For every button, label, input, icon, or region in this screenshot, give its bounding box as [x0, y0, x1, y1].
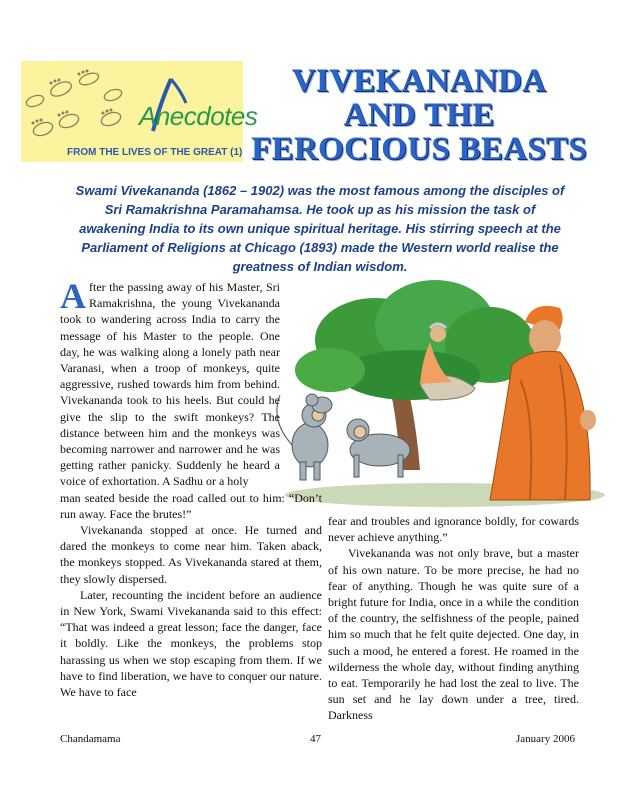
paragraph-1-top: fter the passing away of his Master, Sri Ramakrishna, the young Vivekananda took to wandering across India to carry the message of his Master to the people. One day, he was walking along a lonely path near Varanasi, when a troop of monkeys, quite aggressive, rushed towards him from behind. Vivekananda took to his heels. But could he give the slip to the swift monkeys? The distance between him and the monkeys was becoming narrower and narrower and he was getting rather panicky. Suddenly he heard a voice of exhortation. A Sadhu or a holy [60, 280, 280, 489]
paragraph-2: Vivekananda stopped at once. He turned and dared the monkeys to come near him. Taken aback, the monkeys stopped. As Vivekananda stared at them, they slowly dispersed. [60, 523, 322, 586]
body-column-1 [60, 276, 322, 700]
title-line-2: AND THE [343, 97, 495, 133]
dropcap: A [60, 276, 86, 316]
paragraph-1-end: man seated beside the road called out to him: “Don’t run away. Face the brutes!” [60, 490, 322, 521]
footer-date: January 2006 [516, 733, 575, 745]
paragraph-3: Later, recounting the incident before an audience in New York, Swami Vivekananda said to this effect: “That was indeed a great lesson; face the danger, face it boldly. Like the monkeys, the problems stop harassing us when we stop escaping from them. If we have to find liberation, we have to conquer our nature. We have to face [60, 587, 322, 700]
title-line-1: VIVEKANANDA [291, 63, 547, 99]
logo-word: Anecdotes [139, 101, 258, 131]
anecdotes-logo [21, 61, 258, 162]
illustration [270, 270, 620, 510]
paragraph-1 [60, 276, 322, 490]
paragraph-4: fear and troubles and ignorance boldly, for cowards never achieve anything.” [328, 514, 579, 545]
tree-illustration [295, 280, 535, 470]
intro-paragraph: Swami Vivekananda (1862 – 1902) was the most famous among the disciples of Sri Ramakrishna Paramahamsa. He took up as his mission the task of awakening India to its own unique spiritual heritage. His stirring speech at the Parliament of Religions at Chicago (1893) made the Western world realise the greatness of Indian wisdom. [75, 183, 565, 274]
title-line-3: FEROCIOUS BEASTS [251, 131, 587, 167]
body-column-2 [328, 513, 579, 724]
page-title [244, 64, 594, 166]
footer-page-number: 47 [310, 733, 321, 745]
logo-subtitle: FROM THE LIVES OF THE GREAT (1) [67, 147, 243, 158]
footer-magazine: Chandamama [60, 733, 121, 745]
paragraph-5: Vivekananda was not only brave, but a master of his own nature. To be more precise, he had no fear of anything. Though he was quite sure of a bright future for India, once in a while the condition of the country, the selfishness of the people, pained him so much that he felt quite dejected. One day, in such a mood, he entered a forest. He roamed in the wilderness the whole day, without finding anything to eat. Temporarily he had lost the zeal to live. The sun set and he lay down under a tree, tired. Darkness [328, 546, 579, 723]
